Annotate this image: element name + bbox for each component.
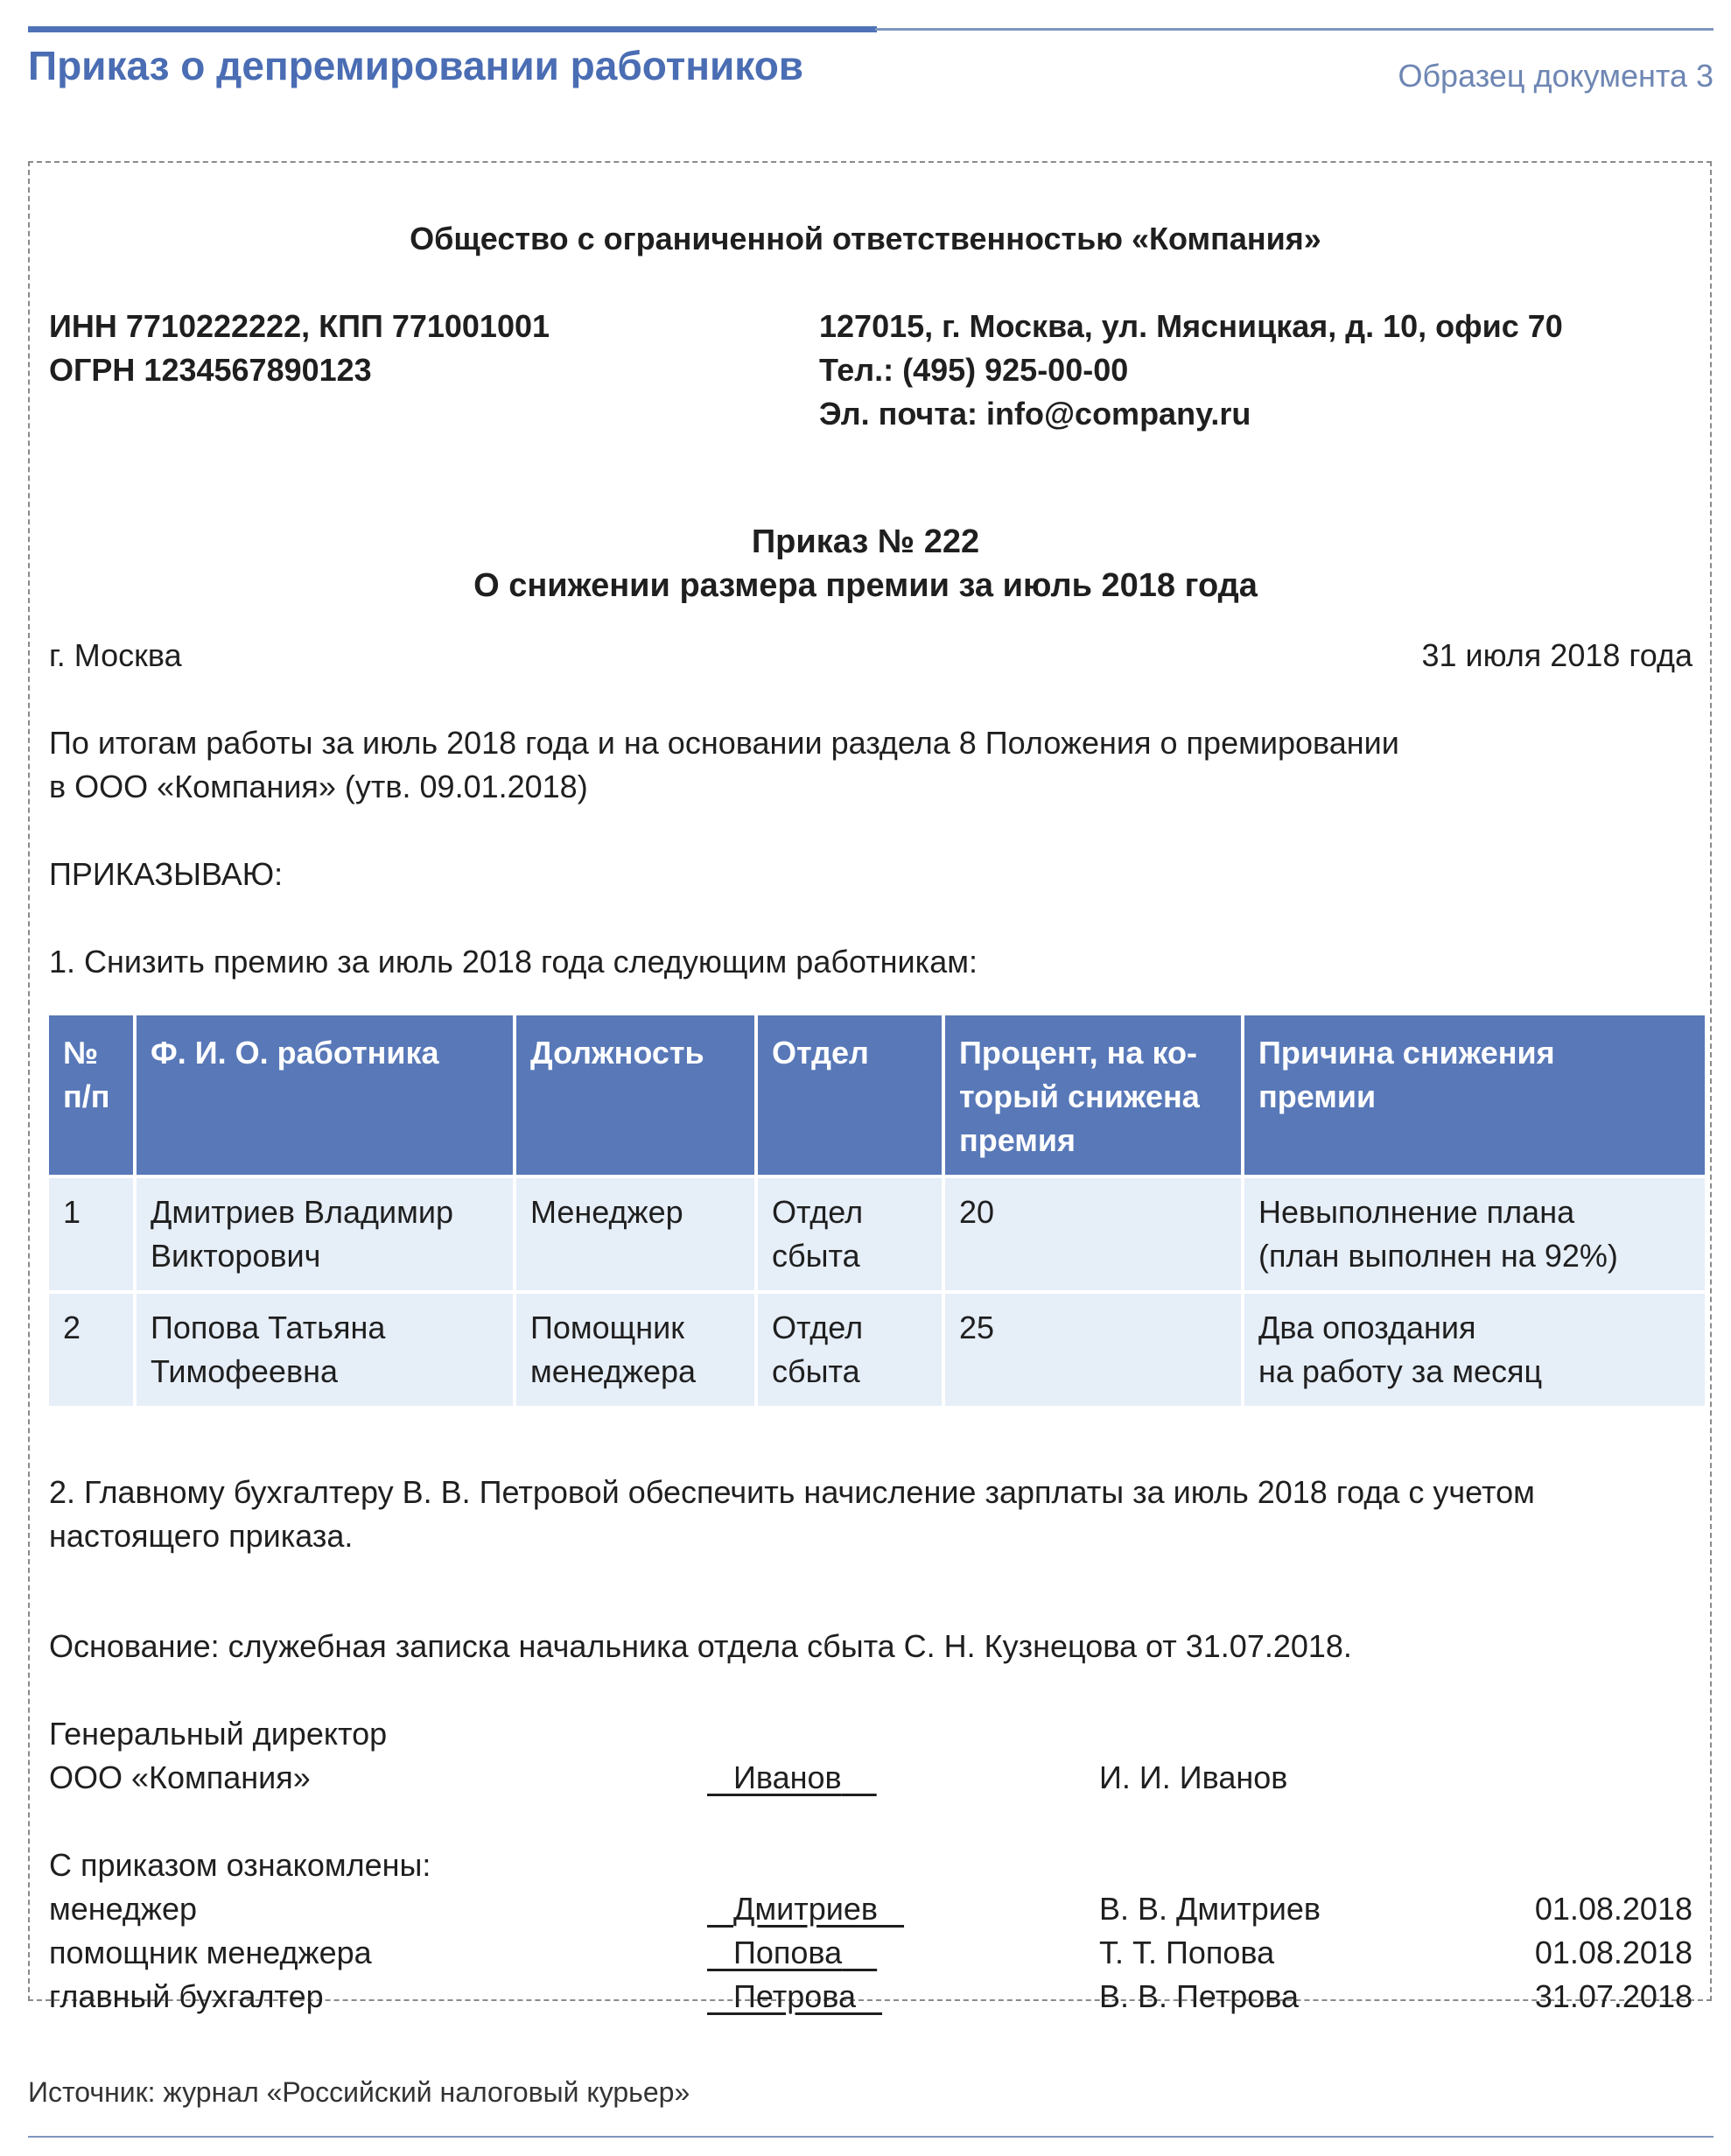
footer-rule <box>28 2136 1713 2138</box>
preamble-line-1: По итогам работы за июль 2018 года и на основании раздела 8 Положения о премировании <box>49 725 1399 761</box>
sample-label: Образец документа 3 <box>1398 58 1713 94</box>
table-row <box>49 1294 1705 1406</box>
column-header-department: Отдел <box>758 1015 942 1175</box>
ack-date: 01.08.2018 <box>1534 1891 1692 1927</box>
ack-signature: Попова <box>733 1935 843 1970</box>
ack-date: 31.07.2018 <box>1534 1978 1692 2014</box>
order-city: г. Москва <box>49 637 182 673</box>
cell-reason: Два опоздания на работу за месяц <box>1244 1294 1705 1406</box>
column-header-reason: Причина снижения премии <box>1244 1015 1705 1175</box>
cell-reason: Невыполнение плана (план выполнен на 92%) <box>1244 1178 1705 1290</box>
header-rule <box>875 28 1713 31</box>
cell-name: Попова Татьяна Тимофеевна <box>137 1294 513 1406</box>
table-row <box>49 1178 1705 1290</box>
director-title-line-2: ООО «Компания» <box>49 1759 311 1795</box>
cell-department: Отдел сбыта <box>758 1294 942 1406</box>
header-accent-line <box>28 26 877 32</box>
cell-department: Отдел сбыта <box>758 1178 942 1290</box>
ack-name: В. В. Дмитриев <box>1099 1891 1321 1927</box>
ack-signature: Петрова <box>733 1978 856 2014</box>
ack-position: главный бухгалтер <box>49 1978 324 2014</box>
ack-name: В. В. Петрова <box>1099 1978 1300 2014</box>
order-date: 31 июля 2018 года <box>1421 637 1692 673</box>
org-ogrn: ОГРН 1234567890123 <box>49 352 372 388</box>
preamble-line-2: в ООО «Компания» (утв. 09.01.2018) <box>49 769 588 804</box>
org-phone: Тел.: (495) 925-00-00 <box>819 352 1129 388</box>
acknowledged-label: С приказом ознакомлены: <box>49 1847 431 1883</box>
document-heading: Приказ о депремировании работников <box>28 43 804 88</box>
org-address: 127015, г. Москва, ул. Мясницкая, д. 10, офис 70 <box>819 308 1563 344</box>
cell-name: Дмитриев Владимир Викторович <box>137 1178 513 1290</box>
table-header-row <box>49 1015 1705 1175</box>
column-header-percent: Процент, на ко- торый снижена премия <box>945 1015 1241 1175</box>
order-basis: Основание: служебная записка начальника отдела сбыта С. Н. Кузнецова от 31.07.2018. <box>49 1628 1352 1664</box>
ack-position: менеджер <box>49 1891 198 1927</box>
director-title-line-1: Генеральный директор <box>49 1716 388 1752</box>
order-subject: О снижении размера премии за июль 2018 года <box>473 567 1258 604</box>
cell-position: Менеджер <box>516 1178 754 1290</box>
ack-signature: Дмитриев <box>733 1891 879 1927</box>
cell-number: 2 <box>49 1294 133 1406</box>
column-header-name: Ф. И. О. работника <box>137 1015 513 1175</box>
order-item-1: 1. Снизить премию за июль 2018 года следующим работникам: <box>49 944 978 980</box>
order-item-2-line-2: настоящего приказа. <box>49 1518 354 1554</box>
order-item-2-line-1: 2. Главному бухгалтеру В. В. Петровой обеспечить начисление зарплаты за июль 2018 года с учетом <box>49 1474 1535 1510</box>
ack-date: 01.08.2018 <box>1534 1935 1692 1970</box>
organization-name: Общество с ограниченной ответственностью «Компания» <box>410 221 1321 256</box>
cell-percent: 25 <box>945 1294 1241 1406</box>
org-inn-kpp: ИНН 7710222222, КПП 771001001 <box>49 308 550 344</box>
cell-position: Помощник менеджера <box>516 1294 754 1406</box>
order-word: ПРИКАЗЫВАЮ: <box>49 856 284 892</box>
director-signature: Иванов <box>733 1759 842 1795</box>
bonus-reduction-table <box>46 1012 1708 1409</box>
ack-name: Т. Т. Попова <box>1099 1935 1275 1970</box>
column-header-number: № п/п <box>49 1015 133 1175</box>
cell-number: 1 <box>49 1178 133 1290</box>
cell-percent: 20 <box>945 1178 1241 1290</box>
order-number: Приказ № 222 <box>751 523 980 560</box>
source-note: Источник: журнал «Российский налоговый курьер» <box>28 2076 690 2108</box>
column-header-position: Должность <box>516 1015 754 1175</box>
director-name: И. И. Иванов <box>1099 1759 1288 1795</box>
ack-position: помощник менеджера <box>49 1935 372 1970</box>
org-email: Эл. почта: info@company.ru <box>819 396 1251 432</box>
